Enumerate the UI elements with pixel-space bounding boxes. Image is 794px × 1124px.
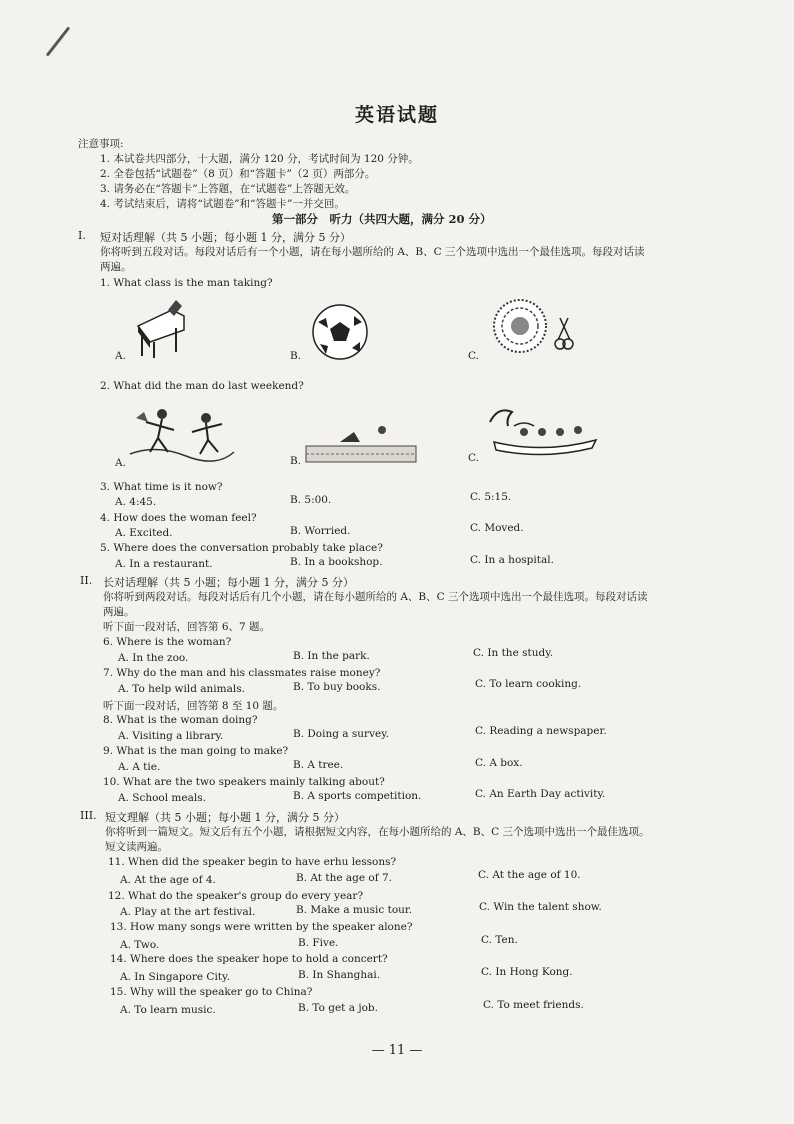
section-number: I.: [78, 229, 86, 242]
page-number: — 11 —: [371, 1043, 423, 1058]
option-b: B.: [290, 350, 302, 362]
question-text: 6. Where is the woman?: [103, 636, 232, 648]
option-b: B. In Shanghai.: [298, 969, 381, 981]
option-c: C. 5:15.: [470, 491, 512, 503]
question-text: 3. What time is it now?: [100, 481, 223, 493]
option-c: C. An Earth Day activity.: [475, 788, 606, 800]
question-text: 13. How many songs were written by the speaker alone?: [110, 921, 413, 933]
dialogue-instruction: 听下面一段对话，回答第 8 至 10 题。: [103, 700, 284, 712]
option-c: C.: [468, 452, 479, 464]
section-directions: 两遍。: [100, 261, 132, 273]
option-b: B. Make a music tour.: [296, 904, 413, 916]
option-b: B. 5:00.: [290, 494, 332, 506]
section-number: III.: [80, 809, 97, 822]
option-b: B. A tree.: [293, 759, 344, 771]
option-a: A. School meals.: [118, 792, 206, 804]
option-b: B. Five.: [298, 937, 339, 949]
question-text: 4. How does the woman feel?: [100, 512, 257, 524]
section-number: II.: [80, 574, 93, 587]
section-directions: 你将听到一篇短文。短文后有五个小题，请根据短文内容，在每小题所给的 A、B、C 三个选项中选出一个最佳选项。: [105, 826, 650, 838]
piano-picture: [132, 296, 192, 360]
option-a: A.: [115, 350, 126, 362]
option-b: B. In a bookshop.: [290, 556, 383, 568]
boat-picture: [304, 420, 420, 466]
section-title: 短对话理解（共 5 小题；每小题 1 分，满分 5 分）: [100, 231, 351, 244]
option-c: C. To learn cooking.: [475, 678, 582, 690]
option-b: B. To buy books.: [293, 681, 381, 693]
question-text: 7. Why do the man and his classmates raise money?: [103, 667, 381, 679]
option-c: C. To meet friends.: [483, 999, 584, 1011]
option-b: B. Worried.: [290, 525, 351, 537]
section-directions: 你将听到两段对话。每段对话后有几个小题，请在每小题所给的 A、B、C 三个选项中选出一个最佳选项。每段对话读: [103, 591, 648, 603]
option-c: C. At the age of 10.: [478, 869, 581, 881]
question-text: 11. When did the speaker begin to have erhu lessons?: [108, 856, 397, 868]
option-b: B. Doing a survey.: [293, 728, 390, 740]
option-a: A. In Singapore City.: [120, 971, 230, 983]
question-text: 2. What did the man do last weekend?: [100, 380, 304, 392]
question-text: 10. What are the two speakers mainly talking about?: [103, 776, 385, 788]
section-directions: 两遍。: [103, 606, 135, 618]
dragon-boat-picture: [484, 402, 600, 458]
section-directions: 短文读两遍。: [105, 841, 168, 853]
question-text: 14. Where does the speaker hope to hold a concert?: [110, 953, 388, 965]
option-a: A. In the zoo.: [118, 652, 189, 664]
option-c: C. Win the talent show.: [479, 901, 602, 913]
option-a: A.: [115, 457, 126, 469]
option-c: C.: [468, 350, 479, 362]
note-item: 4. 考试结束后，请将“试题卷”和“答题卡”一并交回。: [100, 198, 345, 210]
section-title: 短文理解（共 5 小题；每小题 1 分，满分 5 分）: [105, 811, 345, 824]
note-item: 3. 请务必在“答题卡”上答题，在“试题卷”上答题无效。: [100, 183, 356, 195]
section-directions: 你将听到五段对话。每段对话后有一个小题，请在每小题所给的 A、B、C 三个选项中选出一个最佳选项。每段对话读: [100, 246, 645, 258]
option-a: A. A tie.: [118, 761, 161, 773]
option-b: B. At the age of 7.: [296, 872, 392, 884]
option-a: A. At the age of 4.: [120, 874, 216, 886]
option-a: A. To help wild animals.: [118, 683, 245, 695]
note-item: 1. 本试卷共四部分，十大题，满分 120 分，考试时间为 120 分钟。: [100, 153, 419, 165]
option-b: B. To get a job.: [298, 1002, 378, 1014]
kite-flying-picture: [126, 404, 238, 464]
paper-cut-picture: [490, 296, 574, 356]
option-a: A. Two.: [120, 939, 160, 951]
option-c: C. Reading a newspaper.: [475, 725, 607, 737]
option-c: C. Moved.: [470, 522, 524, 534]
option-a: A. Excited.: [115, 527, 173, 539]
option-a: A. In a restaurant.: [115, 558, 213, 570]
football-picture: [310, 302, 370, 362]
question-text: 5. Where does the conversation probably take place?: [100, 542, 383, 554]
section-title: 长对话理解（共 5 小题；每小题 1 分，满分 5 分）: [103, 576, 354, 589]
option-c: C. In the study.: [473, 647, 554, 659]
option-a: A. Play at the art festival.: [120, 906, 256, 918]
note-item: 2. 全卷包括“试题卷”（8 页）和“答题卡”（2 页）两部分。: [100, 168, 376, 180]
question-text: 15. Why will the speaker go to China?: [110, 986, 313, 998]
option-b: B. In the park.: [293, 650, 370, 662]
staple-mark: [46, 26, 71, 56]
option-c: C. A box.: [475, 757, 523, 769]
option-a: A. Visiting a library.: [118, 730, 224, 742]
option-c: C. In a hospital.: [470, 554, 554, 566]
question-text: 8. What is the woman doing?: [103, 714, 258, 726]
option-b: B. A sports competition.: [293, 790, 422, 802]
question-text: 12. What do the speaker's group do every year?: [108, 890, 364, 902]
part-heading: 第一部分 听力（共四大题，满分 20 分）: [272, 212, 492, 226]
option-c: C. In Hong Kong.: [481, 966, 573, 978]
notes-heading: 注意事项:: [78, 138, 124, 150]
option-a: A. 4:45.: [115, 496, 157, 508]
question-text: 9. What is the man going to make?: [103, 745, 289, 757]
question-text: 1. What class is the man taking?: [100, 277, 273, 289]
dialogue-instruction: 听下面一段对话，回答第 6、7 题。: [103, 621, 271, 633]
option-c: C. Ten.: [481, 934, 518, 946]
page-title: 英语试题: [354, 104, 439, 126]
option-b: B.: [290, 455, 302, 467]
option-a: A. To learn music.: [120, 1004, 216, 1016]
